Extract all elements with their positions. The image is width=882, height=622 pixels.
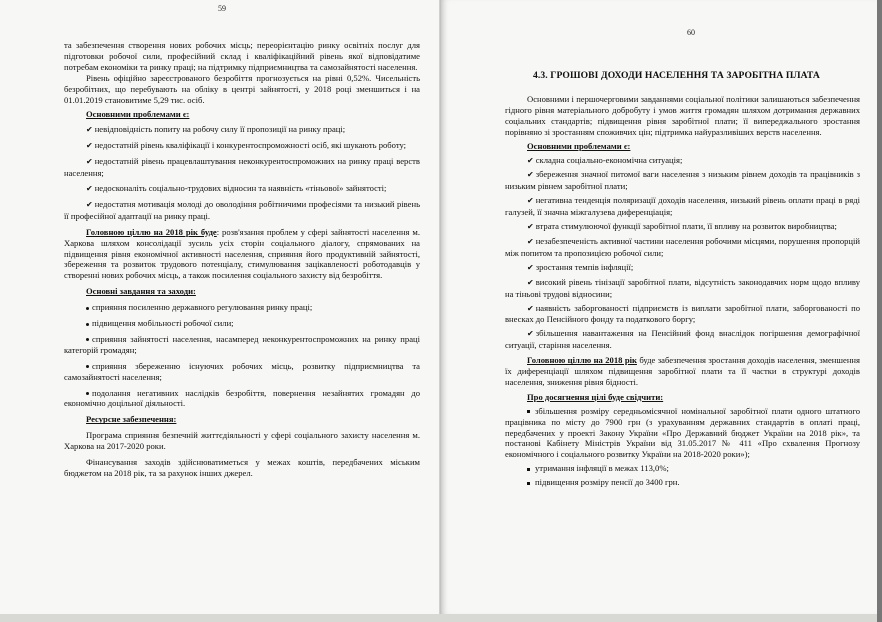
- checkmark-bullet-icon: ✔: [527, 277, 534, 287]
- list-item: ✔ наявність заборгованості підприємств із виплати заробітної плати, заборгованості по внесках до Пенсійного фонду та податкового боргу;: [505, 302, 860, 325]
- list-item: ✔ збільшення навантаження на Пенсійний фонд внаслідок погіршення демографічної ситуації, старіння населення.: [505, 328, 860, 351]
- list-item: ✔ складна соціально-економічна ситуація;: [527, 154, 683, 165]
- checkmark-bullet-icon: ✔: [86, 141, 93, 151]
- list-item: ✔ недостатній рівень працевлаштування неконкурентоспроможних на ринку праці верств населення;: [64, 156, 420, 179]
- page-number: 59: [218, 4, 226, 13]
- list-item: сприяння збереженню існуючих робочих місць, розвитку підприємництва та самозайнятості населення;: [64, 360, 420, 382]
- goal-label: Головною ціллю на 2018 рік: [527, 355, 637, 366]
- square-bullet-icon: [527, 410, 530, 413]
- checkmark-bullet-icon: ✔: [527, 262, 534, 272]
- list-item: підвищення розміру пенсії до 3400 грн.: [505, 477, 860, 488]
- checkmark-bullet-icon: ✔: [86, 157, 93, 167]
- problems-heading: Основними проблемами є:: [86, 109, 190, 120]
- page-left: [0, 0, 441, 614]
- square-bullet-icon: [527, 482, 530, 485]
- goal-paragraph: Головною ціллю на 2018 рік буде забезпечення зростання доходів населення, зменшення їх диференціації шляхом підвищення заробітної плати та її частки в структурі доходів населення, зниження рівня бідності.: [505, 355, 860, 387]
- goal-label: Головною ціллю на 2018 рік буде: [86, 226, 217, 237]
- checkmark-bullet-icon: ✔: [86, 183, 93, 193]
- round-bullet-icon: [86, 392, 89, 395]
- checkmark-bullet-icon: ✔: [527, 196, 534, 206]
- checkmark-bullet-icon: ✔: [527, 170, 534, 180]
- list-item: ✔ збереження значної питомої ваги населення з низьким рівнем доходів та працівників з низьким рівнем заробітної плати;: [505, 169, 860, 192]
- page-body: [505, 94, 860, 488]
- checkmark-bullet-icon: ✔: [527, 303, 534, 313]
- list-item: підвищення мобільності робочої сили;: [64, 318, 420, 329]
- paragraph: Основними і першочерговими завданнями соціальної політики залишаються забезпечення гідного рівня матеріального добробуту і умов життя громадян шляхом дотримання державних соціальних стандартів; підвищення рівня заробітної плати; її випереджального зростання порівняно зі зростанням споживчих цін; підтримка найуразливіших верств населення.: [505, 94, 860, 137]
- list-item: ✔ незабезпеченість активної частини населення робочими місцями, порушення пропорцій між попитом та пропозицією робочої сили;: [505, 235, 860, 258]
- list-item: утримання інфляції в межах 113,0%;: [505, 463, 860, 474]
- checkmark-bullet-icon: ✔: [86, 125, 93, 135]
- list-item: ✔ невідповідність попиту на робочу силу її пропозиції на ринку праці;: [86, 124, 346, 135]
- list-item: ✔ зростання темпів інфляції;: [527, 261, 634, 272]
- paragraph: Фінансування заходів здійснюватиметься у межах коштів, передбачених міським бюджетом на 2018 рік, та за рахунок інших джерел.: [64, 457, 420, 478]
- round-bullet-icon: [86, 307, 89, 310]
- list-item: ✔ втрата стимулюючої функції заробітної плати, її впливу на розвиток виробництва;: [527, 221, 837, 232]
- paragraph: та забезпечення створення нових робочих місць; переорієнтацію ринку освітніх послуг для підготовки робочої сили, професійний склад і кваліфікаційний рівень якої відповідатиме потребам економіки та ринку праці; на підтримку підприємництва та самозайнятості населення.: [64, 40, 420, 72]
- list-item: ✔ недостатній рівень кваліфікації і конкурентоспроможності осіб, які шукають роботу;: [86, 140, 407, 151]
- checkmark-bullet-icon: ✔: [527, 236, 534, 246]
- paragraph: Програма сприяння безпечній життєдіяльності у сфері соціального захисту населення м. Харкова на 2017-2020 роки.: [64, 430, 420, 452]
- page-body: [64, 40, 420, 479]
- list-item: ✔ недосконаліть соціально-трудових відносин та наявність «тіньової» зайнятості;: [86, 182, 387, 193]
- scanner-right-edge: [877, 0, 882, 622]
- square-bullet-icon: [527, 468, 530, 471]
- list-item: ✔ негативна тенденція поляризації доходів населення, низький рівень оплати праці в ряді галузей, її значна міжгалузева диференціація;: [505, 195, 860, 218]
- page-right: [441, 0, 877, 614]
- goal-paragraph: Головною ціллю на 2018 рік буде: розв'язання проблем у сфері зайнятості населення м. Харкова шляхом консолідації зусиль усіх сторін соціального діалогу, спрямованих на підвищення рівня економічної активності населення, сприяння його продуктивній зайнятості, збереження та розвиток трудового потенціалу, стимулювання зацікавленості роботодавців у створенні нових робочих місць, а також посилення соціального захисту від безробіття.: [64, 226, 421, 281]
- list-item: сприяння посиленню державного регулювання ринку праці;: [64, 302, 420, 313]
- section-title: 4.3. ГРОШОВІ ДОХОДИ НАСЕЛЕННЯ ТА ЗАРОБІТНА ПЛАТА: [533, 70, 820, 81]
- list-item: подолання негативних наслідків безробіття, повернення незайнятих громадян до економічно доцільної діяльності.: [64, 387, 420, 409]
- resources-heading: Ресурсне забезпечення:: [86, 414, 177, 425]
- list-item: сприяння зайнятості населення, насамперед неконкурентоспроможних на ринку праці категорій громадян;: [64, 333, 420, 355]
- problems-heading: Основними проблемами є:: [527, 140, 631, 151]
- checkmark-bullet-icon: ✔: [527, 222, 534, 232]
- checkmark-bullet-icon: ✔: [527, 329, 534, 339]
- page-number: 60: [687, 28, 695, 37]
- list-item: ✔ високий рівень тінізації заробітної плати, відсутність законодавчих норм щодо впливу на тіньові трудові відносини;: [505, 276, 860, 299]
- round-bullet-icon: [86, 338, 89, 341]
- checkmark-bullet-icon: ✔: [527, 155, 534, 165]
- achievements-heading: Про досягнення цілі буде свідчити:: [527, 391, 664, 402]
- list-item: збільшення розміру середньомісячної номінальної заробітної плати одного штатного працівника по місту до 7900 грн (з урахуванням державних стандартів в оплаті праці, передбачених у проекті Закону України «Про Державний бюджет України на 2018 рік», та постанові Кабінету Міністрів України від 31.05.2017 № 411 «Про схвалення Прогнозу економічного і соціального розвитку України на 2018-2020 роки»);: [505, 405, 860, 460]
- checkmark-bullet-icon: ✔: [86, 199, 93, 209]
- paragraph: Рівень офіційно зареєстрованого безробіття прогнозується на рівні 0,52%. Чисельність безробітних, що перебувають на обліку в центрі зайнятості, у 2018 році зменшиться і на 01.01.2019 становитиме 5,29 тис. осіб.: [64, 72, 420, 105]
- tasks-heading: Основні завдання та заходи:: [86, 286, 196, 297]
- scanner-bottom-edge: [0, 614, 882, 622]
- round-bullet-icon: [86, 323, 89, 326]
- list-item: ✔ недостатня мотивація молоді до оволодіння робітничими професіями та низький рівень її професійної адаптації на ринку праці.: [64, 198, 420, 221]
- round-bullet-icon: [86, 365, 89, 368]
